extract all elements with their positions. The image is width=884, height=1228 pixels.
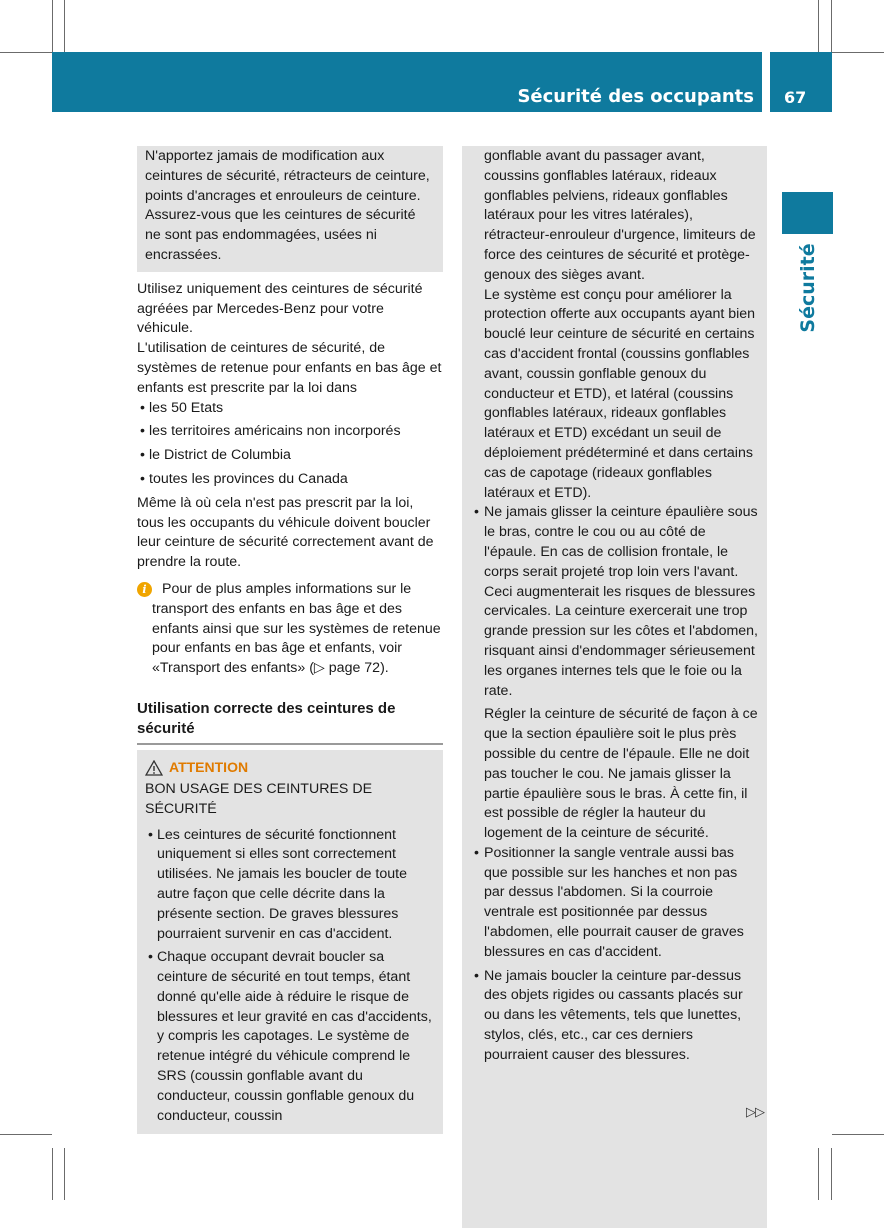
right-column (462, 146, 767, 1228)
header-bar (52, 52, 762, 112)
note-text: N'apportez jamais de modification aux ceintures de sécurité, rétracteurs de ceinture, points d'ancrages et enrouleurs de ceinture. Assurez-vous que les ceintures de sécurité ne sont pas endommagées, usées ni encrassées. (145, 148, 430, 263)
warning-triangle-icon (145, 760, 163, 776)
page-number-box (770, 52, 832, 112)
warning-box (137, 750, 443, 1135)
crop-mark (832, 52, 884, 53)
warning-item: • Ne jamais glisser la ceinture épaulière sous le bras, contre le cou ou au côté de l'épaule. En cas de collision frontale, le corps serait projeté trop loin vers l'avant. Ceci augmenterait les risques de blessures cervicales. La ceinture exercerait une trop grande pression sur les côtes et l'abdomen, risquant ainsi d'endommager sérieusement les organes internes tels que le foie ou la rate. (470, 503, 759, 701)
crop-mark (0, 52, 52, 53)
crop-mark (818, 0, 819, 52)
warning-header (145, 758, 435, 778)
warning-item: • Positionner la sangle ventrale aussi bas que possible sur les hanches et non pas par dessus l'abdomen. Si la courroie ventrale est positionnée par dessus l'abdomen, elle pourrait causer de graves blessures en cas d'accident. (470, 844, 759, 963)
crop-mark (818, 1148, 819, 1200)
note-box (137, 146, 443, 272)
page-number: 67 (784, 88, 807, 107)
paragraph: Le système est conçu pour améliorer la protection offerte aux occupants ayant bien bouclé leur ceinture de sécurité en certains cas d'accident frontal (coussins gonflables avant, coussin gonflable genoux du conducteur et ETD), et latéral (coussins gonflables latéraux, rideaux gonflables latéraux et ETD) excédant un seuil de déploiement prédéterminé et dans certains cas de capotage (rideaux gonflables latéraux et ETD). (484, 286, 756, 501)
crop-mark (831, 0, 832, 52)
crop-mark (832, 1134, 884, 1135)
warning-continuation-box (462, 146, 767, 1228)
crop-mark (52, 1148, 53, 1200)
crop-mark (64, 1148, 65, 1200)
crop-mark (64, 0, 65, 52)
crop-mark (831, 1148, 832, 1200)
warning-item: • Les ceintures de sécurité fonctionnent uniquement si elles sont correctement utilisées. Ne jamais les boucler de toute autre façon que celle décrite dans la présente section. De graves blessures pourraient survenir en cas d'accident. (145, 826, 435, 945)
info-icon: i (137, 582, 152, 597)
crop-mark (52, 0, 53, 52)
list-item: • toutes les provinces du Canada (137, 470, 443, 490)
warning-item: • Chaque occupant devrait boucler sa ceinture de sécurité en tout temps, étant donné qu'elle aide à réduire le risque de blessures et leur gravité en cas d'accidents, y compris les capotages. Le système de retenue intégré du véhicule comprend le SRS (coussin gonflable avant du conducteur, coussin gonflable genoux du conducteur, coussin (145, 948, 435, 1126)
info-text: Pour de plus amples informations sur le transport des enfants en bas âge et des enfants ainsi que sur les systèmes de retenue pour enfants en bas âge et enfants, voir «Transport des enfants» (▷ page 72). (152, 580, 441, 677)
list-item: • les territoires américains non incorporés (137, 422, 443, 442)
page-title: Sécurité des occupants (517, 86, 754, 107)
warning-title: ATTENTION (169, 759, 249, 776)
side-tab-label-wrap (792, 228, 824, 348)
info-note (137, 580, 443, 679)
paragraph: Régler la ceinture de sécurité de façon à ce que la section épaulière soit le plus près possible du centre de l'épaule. Elle ne doit pas toucher le cou. Ne jamais glisser la partie épaulière sous le bras. À cette fin, il est possible de régler la hauteur du logement de la ceinture de sécurité. (484, 706, 758, 842)
crop-mark (0, 1134, 52, 1135)
paragraph: L'utilisation de ceintures de sécurité, de systèmes de retenue pour enfants en bas âge et enfants est prescrite par la loi dans (137, 340, 442, 396)
side-tab-label: Sécurité (797, 243, 819, 333)
continue-arrows-icon: ▷▷ (746, 1104, 764, 1119)
paragraph: Même là où cela n'est pas prescrit par la loi, tous les occupants du véhicule doivent boucler leur ceinture de sécurité correctement avant de prendre la route. (137, 494, 434, 571)
list-item: • le District de Columbia (137, 446, 443, 466)
list-item: • les 50 Etats (137, 399, 443, 419)
warning-subtitle: BON USAGE DES CEINTURES DE SÉCURITÉ (145, 780, 373, 817)
left-column (137, 146, 443, 1134)
section-heading: Utilisation correcte des ceintures de sécurité (137, 699, 443, 745)
warning-item: • Ne jamais boucler la ceinture par-dessus des objets rigides ou cassants placés sur ou dans les vêtements, tels que lunettes, stylos, clés, etc., car ces derniers pourraient causer des blessures. (470, 967, 759, 1066)
paragraph: Utilisez uniquement des ceintures de sécurité agréées par Mercedes-Benz pour votre véhicule. (137, 280, 423, 337)
paragraph: gonflable avant du passager avant, coussins gonflables latéraux, rideaux gonflables pelviens, rideaux gonflables latéraux pour les vitres latérales), rétracteur-enrouleur d'urgence, limiteurs de force des ceintures de sécurité et protège-genoux des sièges avant. (484, 148, 756, 283)
